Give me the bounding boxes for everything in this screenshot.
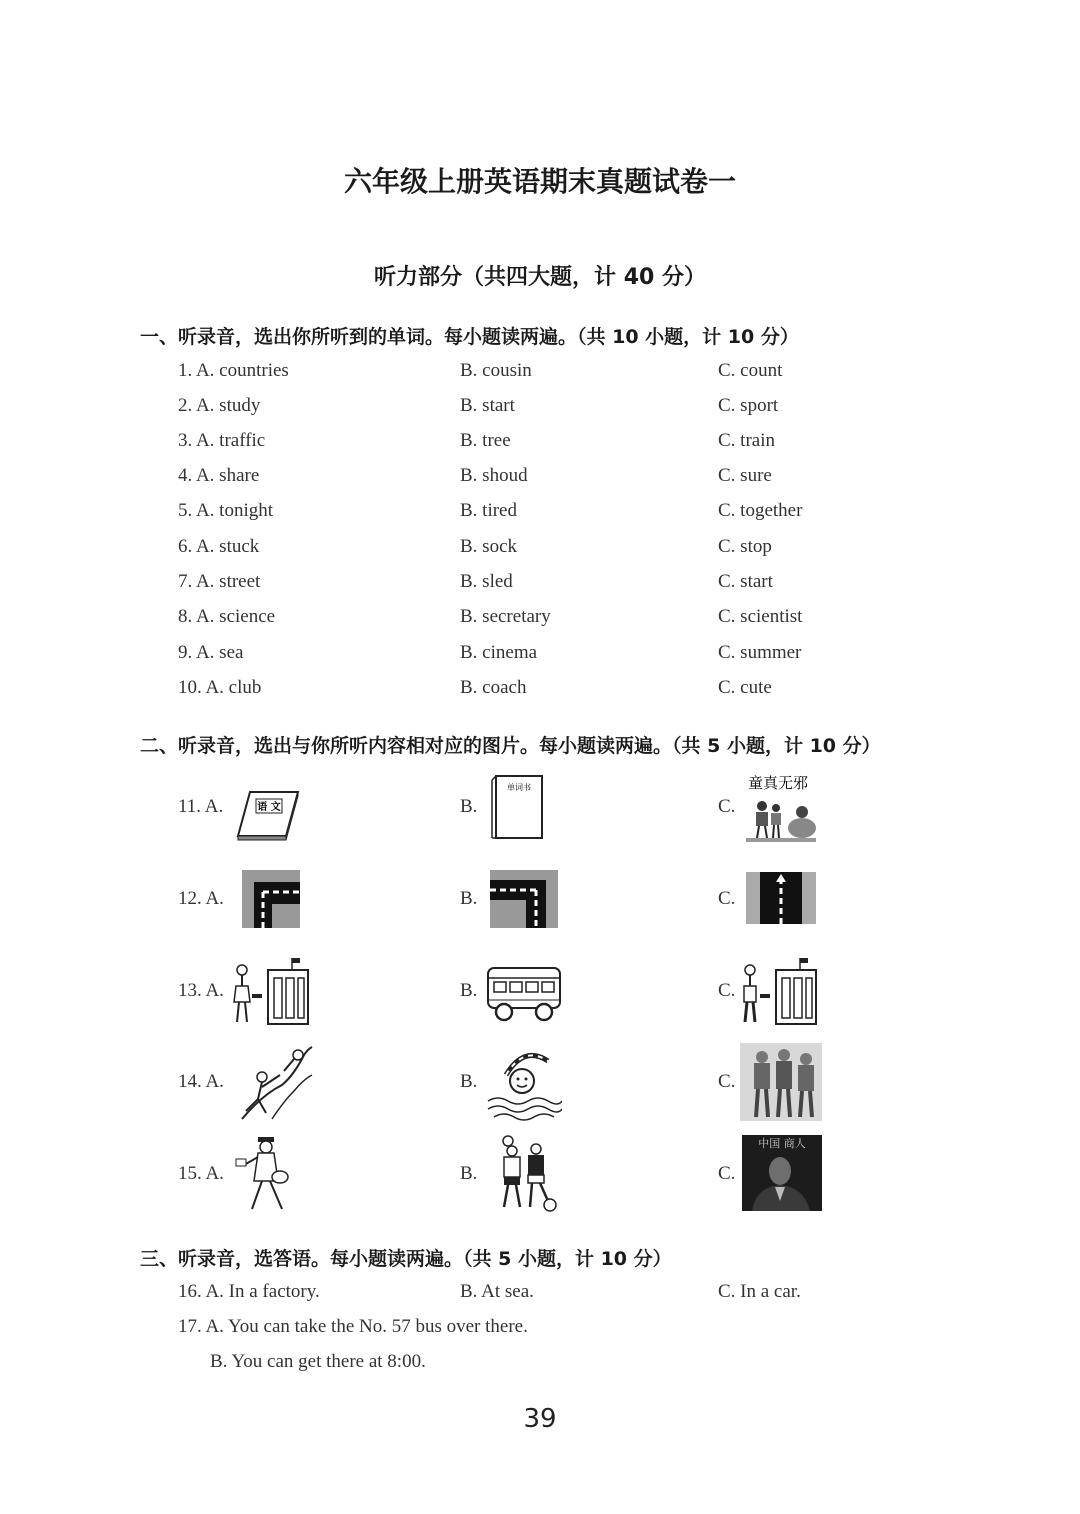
- option-a: 3. A. traffic: [178, 430, 266, 451]
- option-c: C.: [718, 888, 736, 909]
- yuwen-book-picture: [236, 790, 300, 842]
- swimming-picture: [484, 1045, 562, 1121]
- option-c: C. In a car.: [718, 1281, 801, 1302]
- girl-walking-to-school-picture: [230, 956, 312, 1028]
- option-a: 8. A. science: [178, 606, 276, 627]
- picture-question-row: [0, 768, 1080, 858]
- option-b: B. sock: [460, 536, 517, 557]
- option-b: B. coach: [460, 677, 527, 698]
- option-a: 16. A. In a factory.: [178, 1281, 320, 1302]
- option-c: C. scientist: [718, 606, 803, 627]
- picture-caption: 童真无邪: [747, 774, 809, 792]
- option-a: 14. A.: [178, 1071, 224, 1092]
- question-row: [0, 642, 1080, 672]
- question-row: [0, 677, 1080, 707]
- question-row: [0, 1281, 1080, 1311]
- boy-walking-to-school-picture: [738, 956, 820, 1028]
- book-title-text: 语 文: [257, 802, 281, 813]
- option-c: C. cute: [718, 677, 772, 698]
- option-a: 15. A.: [178, 1163, 224, 1184]
- option-c: C. train: [718, 430, 775, 451]
- option-a: 10. A. club: [178, 677, 262, 698]
- question-row: [0, 536, 1080, 566]
- option-a: 4. A. share: [178, 465, 260, 486]
- page-title: 六年级上册英语期末真题试卷一: [343, 165, 736, 198]
- section3-heading: 三、听录音，选答语。每小题读两遍。（共 5 小题，计 10 分）: [140, 1248, 672, 1270]
- option-a: 6. A. stuck: [178, 536, 260, 557]
- option-c: C.: [718, 980, 736, 1001]
- option-a: 7. A. street: [178, 571, 261, 592]
- climbing-picture: [232, 1045, 314, 1121]
- bus-picture: [484, 960, 564, 1024]
- book-title-text: 单词书: [507, 783, 531, 792]
- businessman-photo: [742, 1135, 822, 1211]
- option-b: B. tired: [460, 500, 517, 521]
- question-row: [0, 360, 1080, 390]
- page-number: 39: [523, 1404, 557, 1434]
- option-c: C. sport: [718, 395, 779, 416]
- option-c: C. stop: [718, 536, 772, 557]
- option-a: 12. A.: [178, 888, 224, 909]
- option-a: 1. A. countries: [178, 360, 289, 381]
- road-straight-picture: [746, 872, 816, 924]
- question-row: [0, 606, 1080, 636]
- option-c: C.: [718, 1163, 736, 1184]
- option-c: C.: [718, 796, 736, 817]
- option-b: B. secretary: [460, 606, 551, 627]
- question-row: [0, 430, 1080, 460]
- section1-heading: 一、听录音，选出你所听到的单词。每小题读两遍。（共 10 小题，计 10 分）: [140, 326, 799, 348]
- option-a: 11. A.: [178, 796, 224, 817]
- question-row: [0, 1351, 1080, 1381]
- football-players-picture: [490, 1135, 560, 1213]
- option-b: B. start: [460, 395, 515, 416]
- road-turn-left-picture: [242, 870, 300, 928]
- option-b: B. At sea.: [460, 1281, 534, 1302]
- option-a: 2. A. study: [178, 395, 261, 416]
- option-a: 9. A. sea: [178, 642, 244, 663]
- option-b: B.: [460, 980, 478, 1001]
- option-b: B.: [460, 1071, 478, 1092]
- option-a: 17. A. You can take the No. 57 bus over there.: [178, 1316, 528, 1337]
- option-c: C. summer: [718, 642, 802, 663]
- option-c: C. start: [718, 571, 773, 592]
- option-c: C. together: [718, 500, 803, 521]
- option-b: B.: [460, 796, 478, 817]
- section2-heading: 二、听录音，选出与你所听内容相对应的图片。每小题读两遍。（共 5 小题，计 10 分）: [140, 735, 881, 757]
- option-b: B. cinema: [460, 642, 538, 663]
- picture-question-row: [0, 1043, 1080, 1133]
- question-row: [0, 571, 1080, 601]
- photo-caption: 中国 商人: [758, 1137, 806, 1150]
- question-row: [0, 395, 1080, 425]
- option-b: B. tree: [460, 430, 511, 451]
- picture-question-row: [0, 1135, 1080, 1225]
- children-playing-picture: [742, 768, 820, 844]
- question-row: [0, 465, 1080, 495]
- option-a: 13. A.: [178, 980, 224, 1001]
- option-c: C.: [718, 1071, 736, 1092]
- listening-subtitle: 听力部分（共四大题，计 40 分）: [374, 265, 706, 290]
- option-a: 5. A. tonight: [178, 500, 274, 521]
- option-b: B.: [460, 888, 478, 909]
- option-b: B. shoud: [460, 465, 528, 486]
- option-b: B. You can get there at 8:00.: [210, 1351, 426, 1372]
- picture-question-row: [0, 952, 1080, 1042]
- option-b: B. cousin: [460, 360, 532, 381]
- option-c: C. sure: [718, 465, 772, 486]
- option-b: B. sled: [460, 571, 513, 592]
- dancishu-book-picture: [490, 774, 544, 840]
- question-row: [0, 500, 1080, 530]
- option-b: B.: [460, 1163, 478, 1184]
- road-turn-right-picture: [490, 870, 558, 928]
- question-row: [0, 1316, 1080, 1346]
- option-c: C. count: [718, 360, 783, 381]
- hikers-photo: [740, 1043, 822, 1121]
- picture-question-row: [0, 860, 1080, 950]
- postman-picture: [234, 1135, 292, 1213]
